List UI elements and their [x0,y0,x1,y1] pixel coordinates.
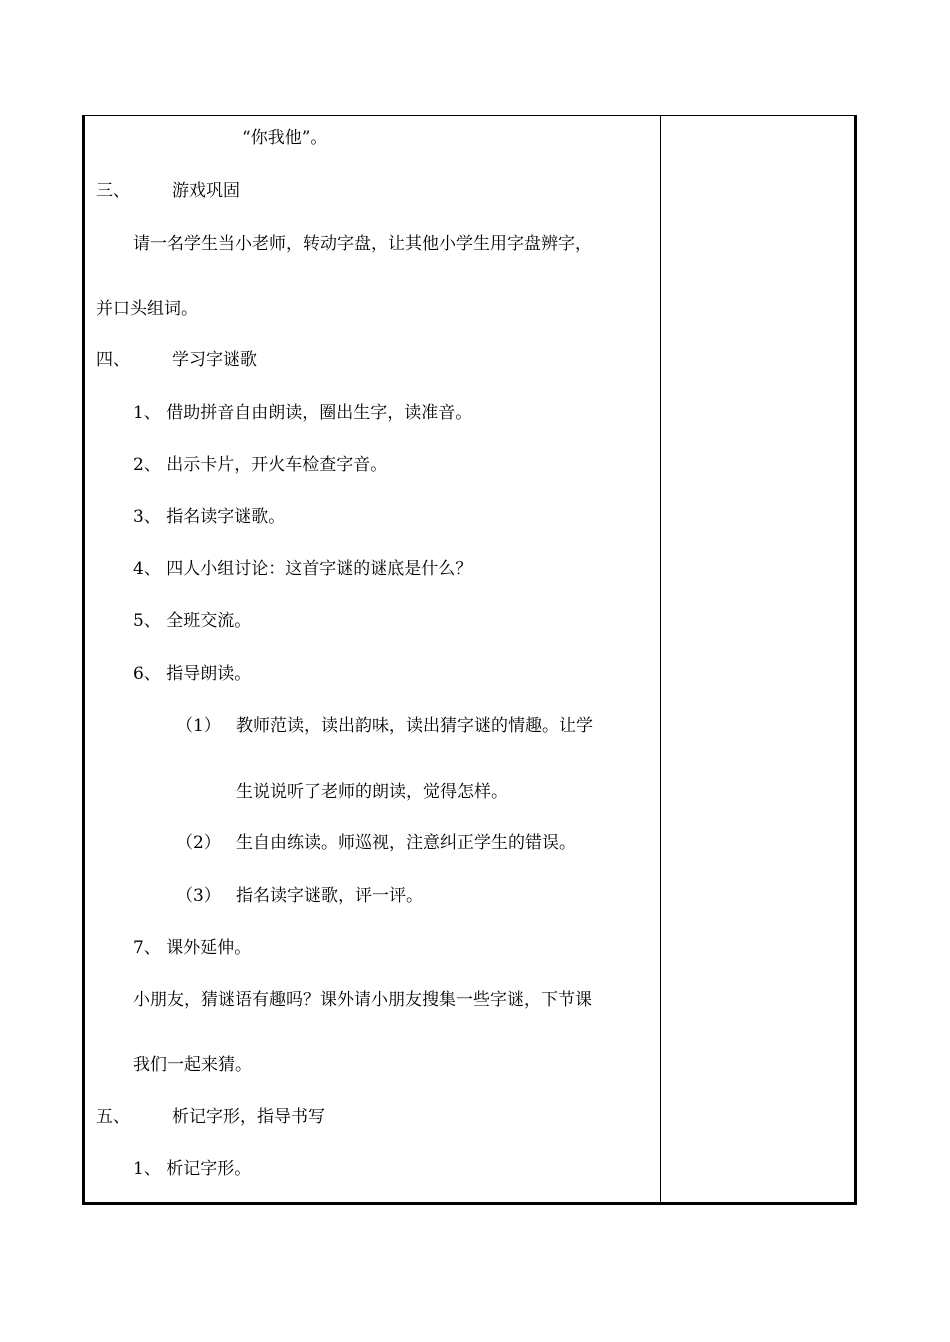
sub-item-number: （2） [176,833,221,853]
section-4-title: 学习字谜歌 [172,350,257,370]
list-item: 1、 借助拼音自由朗读，圈出生字，读准音。 [133,403,473,423]
section-4-number: 四、 [96,350,130,370]
paragraph-line: 请一名学生当小老师，转动字盘，让其他小学生用字盘辨字， [133,234,592,254]
paragraph-line: 我们一起来猜。 [133,1055,252,1075]
quote-line: “你我他”。 [242,128,328,148]
column-divider [660,115,661,1205]
list-item: 3、 指名读字谜歌。 [133,507,286,527]
section-3-number: 三、 [96,181,130,201]
sub-item-text: 指名读字谜歌，评一评。 [236,886,423,906]
lesson-table [82,115,857,1205]
list-item: 5、 全班交流。 [133,611,252,631]
sub-item-text: 生自由练读。师巡视，注意纠正学生的错误。 [236,833,576,853]
list-item: 6、 指导朗读。 [133,664,252,684]
sub-item-text: 生说说听了老师的朗读，觉得怎样。 [236,782,508,802]
paragraph-line: 并口头组词。 [96,299,198,319]
list-item: 7、 课外延伸。 [133,938,252,958]
section-5-title: 析记字形，指导书写 [172,1107,325,1127]
sub-item-number: （1） [176,716,221,736]
sub-item-text: 教师范读，读出韵味，读出猜字谜的情趣。让学 [236,716,593,736]
section-3-title: 游戏巩固 [172,181,240,201]
list-item: 1、 析记字形。 [133,1159,252,1179]
sub-item-number: （3） [176,886,221,906]
section-5-number: 五、 [96,1107,130,1127]
list-item: 2、 出示卡片，开火车检查字音。 [133,455,388,475]
paragraph-line: 小朋友，猜谜语有趣吗？课外请小朋友搜集一些字谜，下节课 [133,990,592,1010]
list-item: 4、 四人小组讨论：这首字谜的谜底是什么？ [133,559,473,579]
